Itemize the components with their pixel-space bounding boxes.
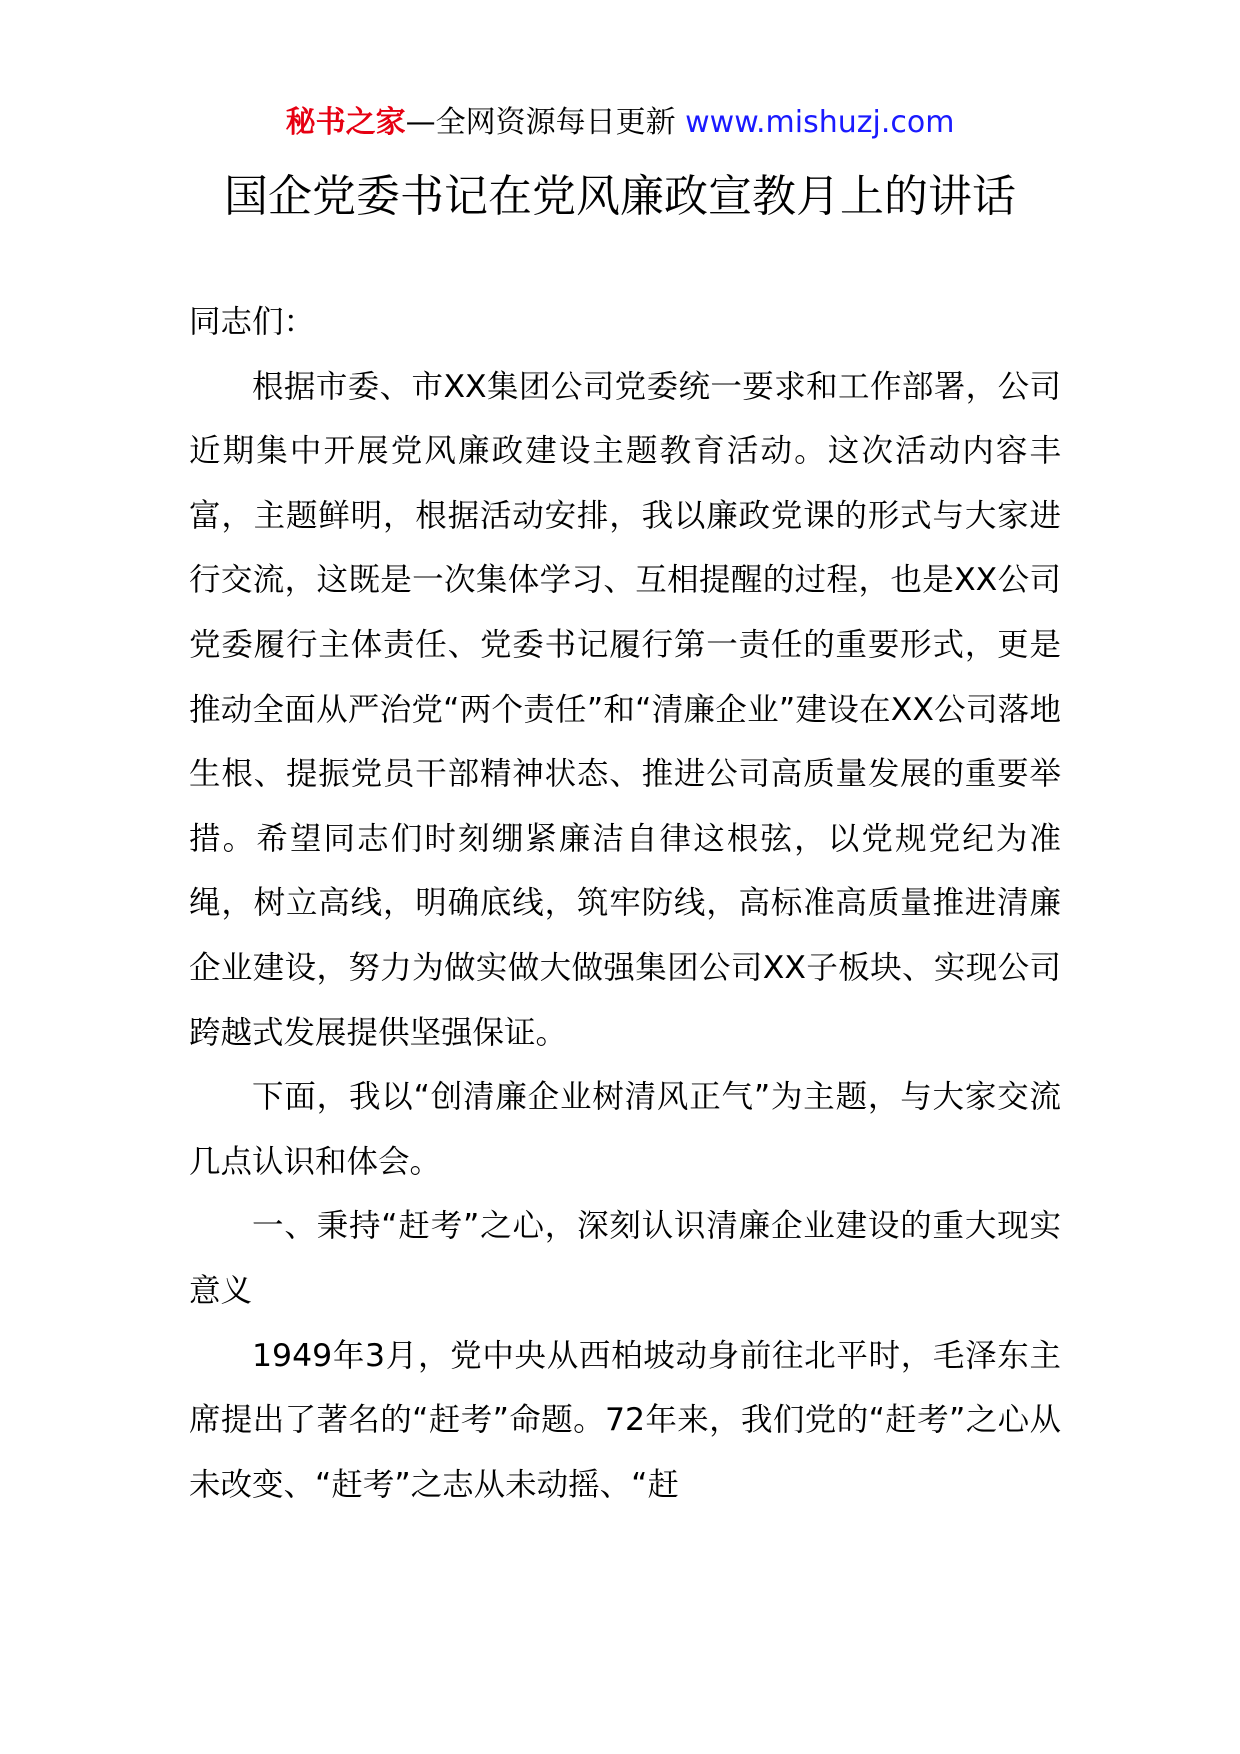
- paragraph: 1949年3月，党中央从西柏坡动身前往北平时，毛泽东主席提出了著名的“赶考”命题。72年来，我们党的“赶考”之心从未改变、“赶考”之志从未动摇、“赶: [189, 1337, 1061, 1503]
- document-body: [189, 290, 1061, 1517]
- document-title: 国企党委书记在党风廉政宣教月上的讲话: [224, 171, 1016, 222]
- section-heading: 一、秉持“赶考”之心，深刻认识清廉企业建设的重大现实意义: [189, 1208, 1061, 1309]
- brand-name: 秘书之家: [285, 105, 406, 140]
- paragraph: 根据市委、市XX集团公司党委统一要求和工作部署，公司近期集中开展党风廉政建设主题教育活动。这次活动内容丰富，主题鲜明，根据活动安排，我以廉政党课的形式与大家进行交流，这既是一次集体学习、互相提醒的过程，也是XX公司党委履行主体责任、党委书记履行第一责任的重要形式，更是推动全面从严治党“两个责任”和“清廉企业”建设在XX公司落地生根、提振党员干部精神状态、推进公司高质量发展的重要举措。希望同志们时刻绷紧廉洁自律这根弦，以党规党纪为准绳，树立高线，明确底线，筑牢防线，高标准高质量推进清廉企业建设，努力为做实做大做强集团公司XX子板块、实现公司跨越式发展提供坚强保证。: [189, 368, 1061, 1051]
- paragraph: 下面，我以“创清廉企业树清风正气”为主题，与大家交流几点认识和体会。: [189, 1079, 1061, 1180]
- header-url-link[interactable]: www.mishuzj.com: [685, 105, 955, 140]
- greeting: 同志们：: [189, 304, 316, 340]
- watermark-header: [0, 98, 1240, 148]
- header-tagline: —全网资源每日更新: [405, 105, 676, 140]
